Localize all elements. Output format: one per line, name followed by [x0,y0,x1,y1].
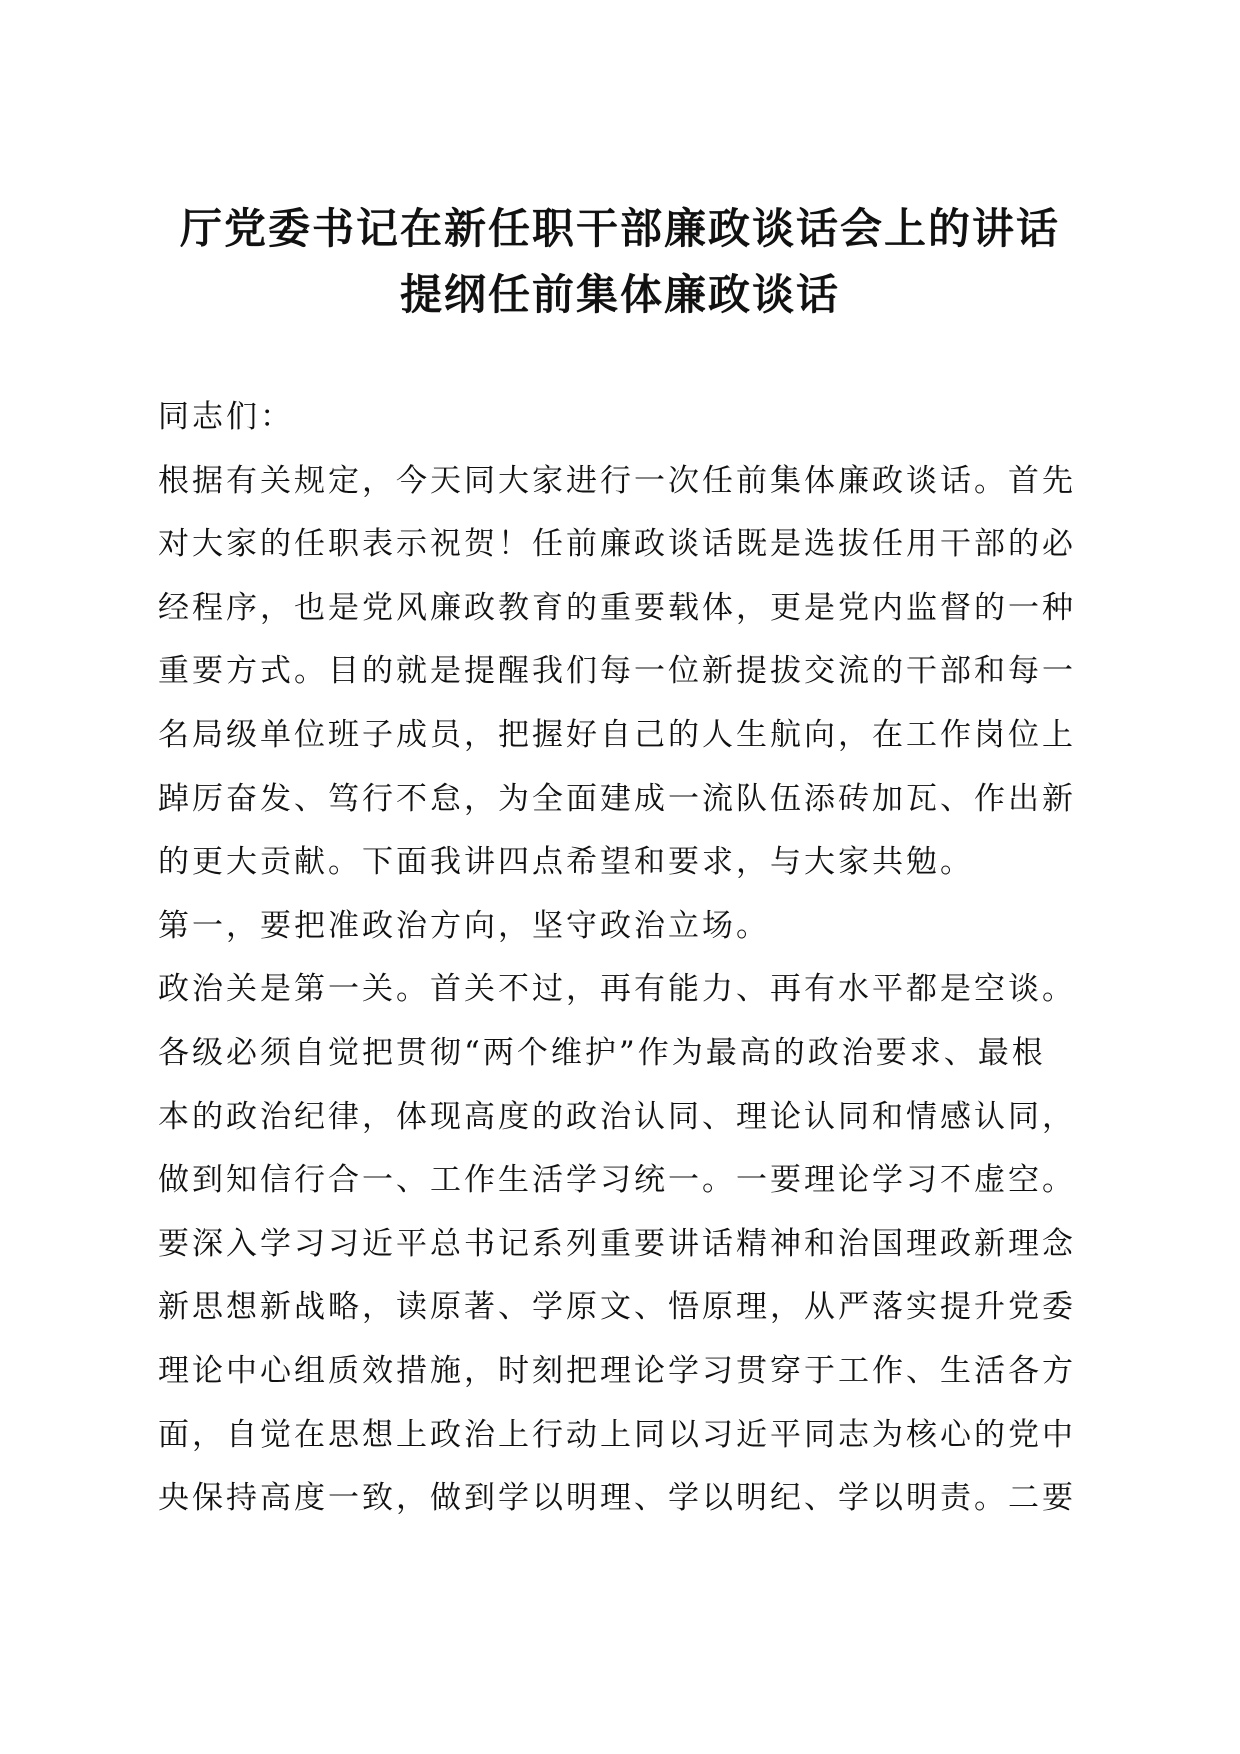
document-title [150,196,1090,328]
body-line: 对大家的任职表示祝贺！任前廉政谈话既是选拔任用干部的必 [158,526,1076,563]
body-line: 面，自觉在思想上政治上行动上同以习近平同志为核心的党中 [158,1416,1076,1453]
body-line: 理论中心组质效措施，时刻把理论学习贯穿于工作、生活各方 [158,1352,1076,1389]
body-line: 重要方式。目的就是提醒我们每一位新提拔交流的干部和每一 [158,653,1076,690]
body-line: 各级必须自觉把贯彻“两个维护”作为最高的政治要求、最根 [158,1034,1046,1071]
title-line: 提纲任前集体廉政谈话 [399,270,840,319]
title-line: 厅党委书记在新任职干部廉政谈话会上的讲话 [179,204,1060,253]
body-line: 政治关是第一关。首关不过，再有能力、再有水平都是空谈。 [158,971,1076,1008]
document-body [158,386,1086,1531]
body-line: 名局级单位班子成员，把握好自己的人生航向，在工作岗位上 [158,716,1076,753]
salutation: 同志们： [158,399,294,435]
body-line: 本的政治纪律，体现高度的政治认同、理论认同和情感认同， [158,1098,1076,1135]
body-line: 新思想新战略，读原著、学原文、悟原理，从严落实提升党委 [158,1289,1076,1326]
body-line: 经程序，也是党风廉政教育的重要载体，更是党内监督的一种 [158,589,1076,626]
body-line: 踔厉奋发、笃行不怠，为全面建成一流队伍添砖加瓦、作出新 [158,780,1076,817]
body-line: 要深入学习习近平总书记系列重要讲话精神和治国理政新理念 [158,1225,1076,1262]
body-line: 央保持高度一致，做到学以明理、学以明纪、学以明责。二要 [158,1480,1076,1517]
body-line: 根据有关规定，今天同大家进行一次任前集体廉政谈话。首先 [158,462,1076,499]
body-line: 的更大贡献。下面我讲四点希望和要求，与大家共勉。 [158,844,974,881]
section-heading: 第一，要把准政治方向，坚守政治立场。 [158,907,770,944]
body-line: 做到知信行合一、工作生活学习统一。一要理论学习不虚空。 [158,1162,1076,1199]
